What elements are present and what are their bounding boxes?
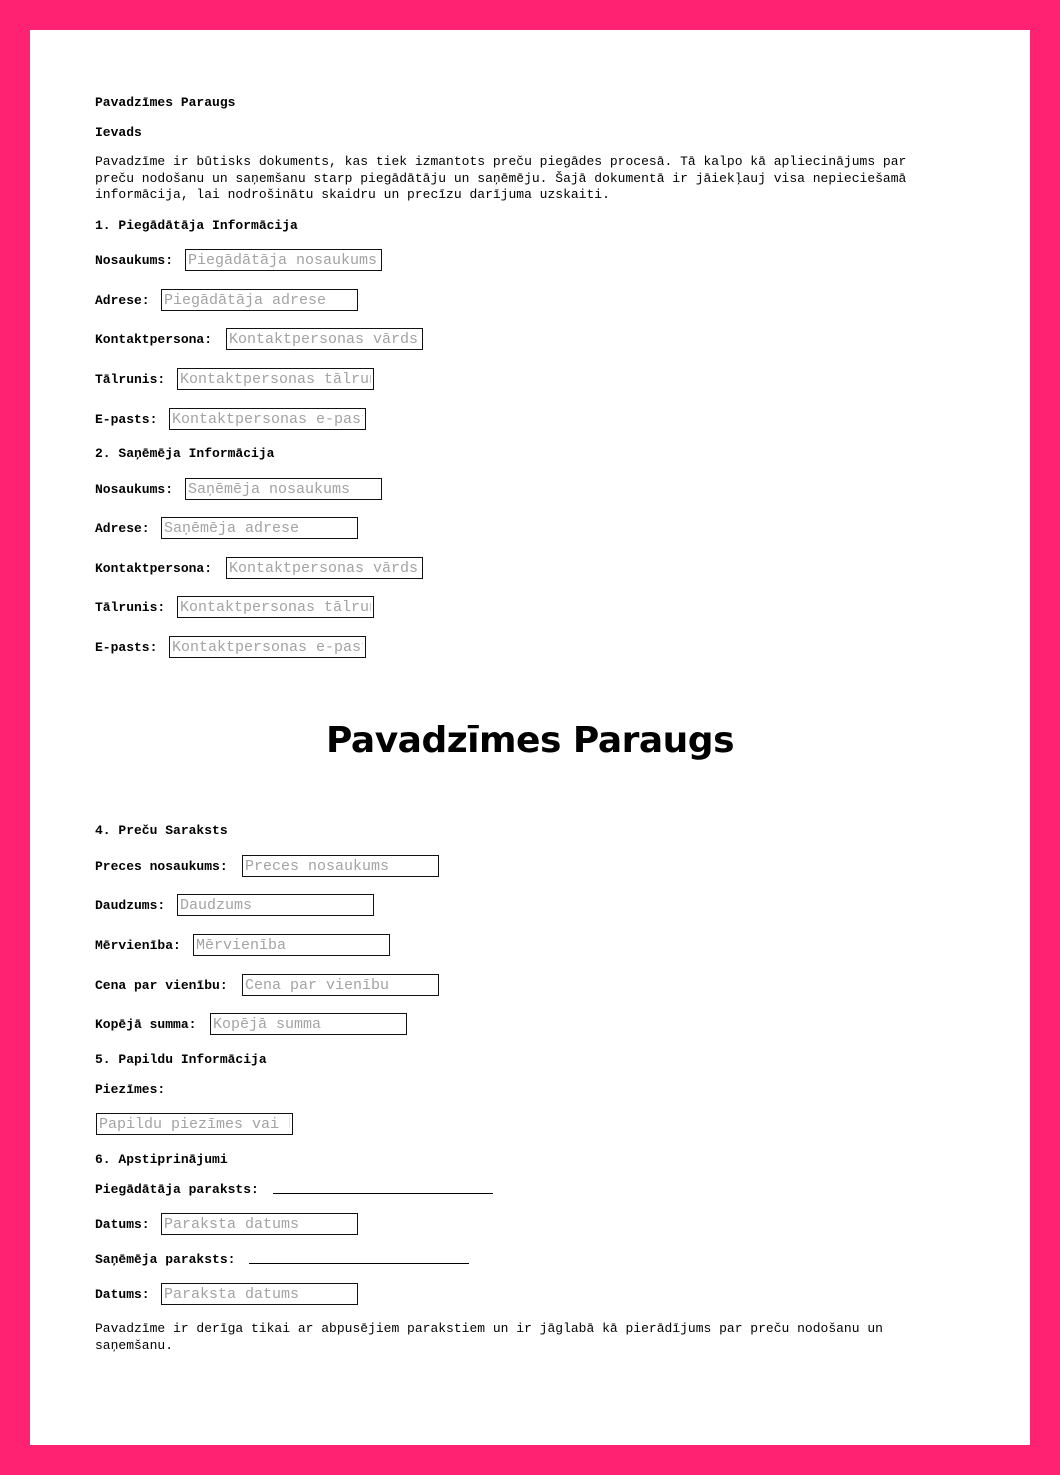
intro-text: Pavadzīme ir būtisks dokuments, kas tiek izmantots preču piegādes procesā. Tā kalpo kā apliecinājums par preču nodošanu un saņemšanu starp piegādātāju un saņēmēju. Šajā dokumentā ir jāiekļauj visa nepieciešamā informācija, lai nodrošinātu skaidru un precīzu darījuma uzskaiti. — [95, 154, 907, 202]
approvals-heading: 6. Apstiprinājumi — [95, 1152, 228, 1167]
supplier-address-input[interactable] — [161, 289, 358, 311]
receiver-address-label: Adrese: — [95, 521, 150, 536]
supplier-signature-line[interactable] — [273, 1193, 493, 1194]
date1-input[interactable] — [161, 1213, 358, 1235]
receiver-phone-input[interactable] — [177, 596, 374, 618]
supplier-heading: 1. Piegādātāja Informācija — [95, 218, 298, 233]
goods-unit-input[interactable] — [193, 934, 390, 956]
supplier-name-label: Nosaukums: — [95, 253, 174, 268]
extra-heading: 5. Papildu Informācija — [95, 1052, 267, 1067]
date1-label: Datums: — [95, 1217, 150, 1232]
supplier-phone-label: Tālrunis: — [95, 372, 166, 387]
goods-price-input[interactable] — [242, 974, 439, 996]
goods-item-label: Preces nosaukums: — [95, 859, 228, 874]
date2-label: Datums: — [95, 1287, 150, 1302]
footer-note: Pavadzīme ir derīga tikai ar abpusējiem parakstiem un ir jāglabā kā pierādījums par preču nodošanu un saņemšanu. — [95, 1321, 883, 1353]
goods-unit-label: Mērvienība: — [95, 938, 181, 953]
date2-input[interactable] — [161, 1283, 358, 1305]
receiver-address-input[interactable] — [161, 517, 358, 539]
supplier-contact-input[interactable] — [226, 328, 423, 350]
notes-label: Piezīmes: — [95, 1082, 166, 1097]
supplier-signature-label: Piegādātāja paraksts: — [95, 1182, 259, 1197]
goods-total-input[interactable] — [210, 1013, 407, 1035]
notes-input[interactable] — [96, 1113, 293, 1135]
supplier-name-input[interactable] — [185, 249, 382, 271]
receiver-signature-line[interactable] — [249, 1263, 469, 1264]
goods-qty-input[interactable] — [177, 894, 374, 916]
supplier-address-label: Adrese: — [95, 293, 150, 308]
supplier-email-input[interactable] — [169, 408, 366, 430]
receiver-name-input[interactable] — [185, 478, 382, 500]
supplier-phone-input[interactable] — [177, 368, 374, 390]
goods-price-label: Cena par vienību: — [95, 978, 228, 993]
supplier-email-label: E-pasts: — [95, 412, 158, 427]
supplier-contact-label: Kontaktpersona: — [95, 332, 213, 347]
receiver-email-label: E-pasts: — [95, 640, 158, 655]
receiver-heading: 2. Saņēmēja Informācija — [95, 446, 275, 461]
receiver-contact-label: Kontaktpersona: — [95, 561, 213, 576]
goods-total-label: Kopējā summa: — [95, 1017, 197, 1032]
doc-title: Pavadzīmes Paraugs — [95, 95, 236, 110]
receiver-email-input[interactable] — [169, 636, 366, 658]
goods-qty-label: Daudzums: — [95, 898, 166, 913]
intro-heading: Ievads — [95, 125, 142, 140]
receiver-signature-label: Saņēmēja paraksts: — [95, 1252, 236, 1267]
document-page — [30, 30, 1030, 1445]
banner-title: Pavadzīmes Paraugs — [325, 720, 734, 761]
goods-item-input[interactable] — [242, 855, 439, 877]
receiver-phone-label: Tālrunis: — [95, 600, 166, 615]
goods-heading: 4. Preču Saraksts — [95, 823, 228, 838]
receiver-name-label: Nosaukums: — [95, 482, 174, 497]
receiver-contact-input[interactable] — [226, 557, 423, 579]
